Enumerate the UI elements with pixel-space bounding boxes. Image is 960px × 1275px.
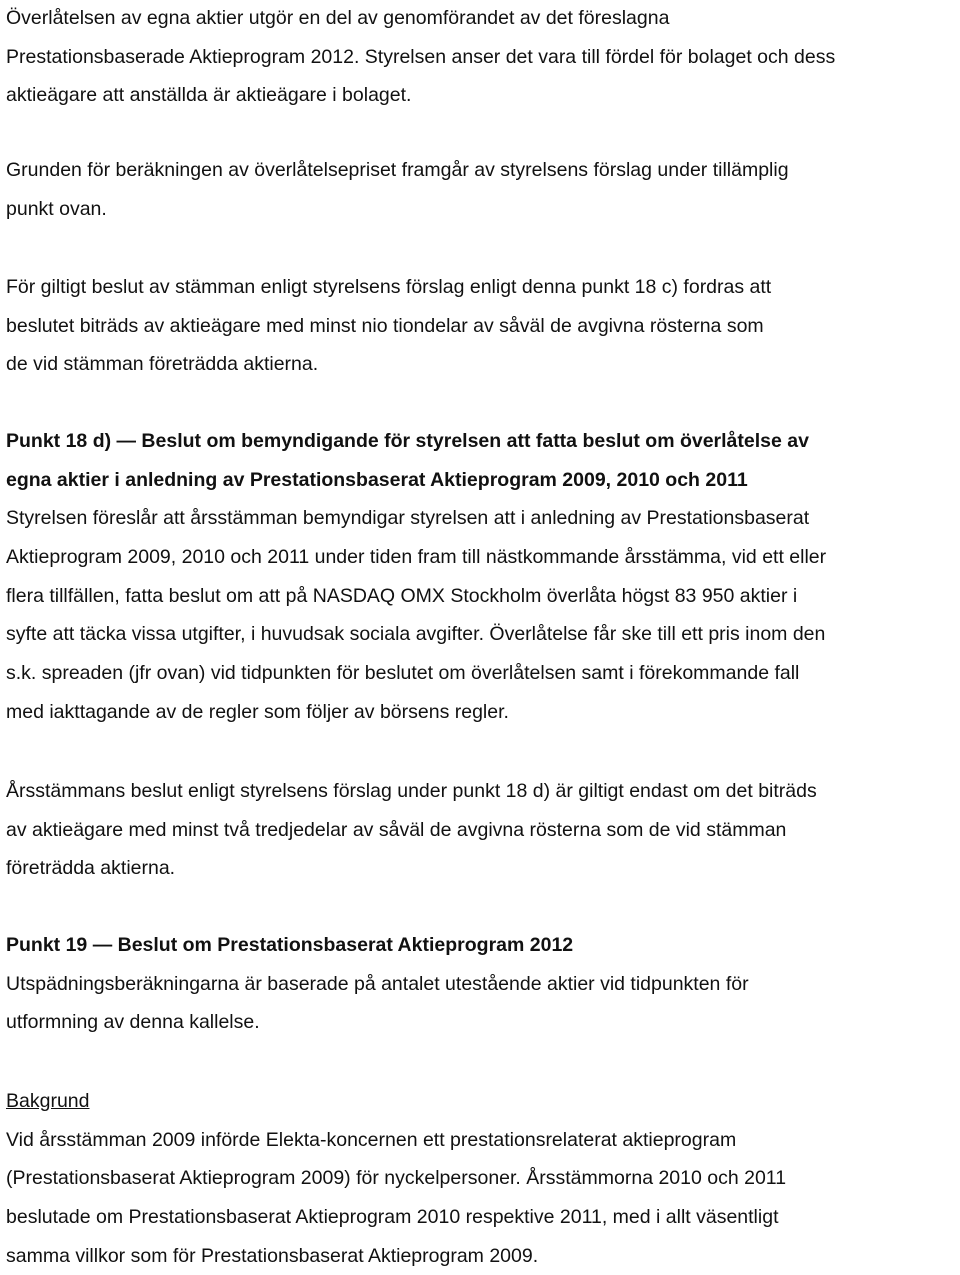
text-line: syfte att täcka vissa utgifter, i huvudsak sociala avgifter. Överlåtelse får ske till ett pris inom den: [6, 623, 826, 646]
text-line: (Prestationsbaserat Aktieprogram 2009) för nyckelpersoner. Årsstämmorna 2010 och 2011: [6, 1167, 787, 1190]
section-heading: Punkt 18 d) — Beslut om bemyndigande för styrelsen att fatta beslut om överlåtelse av: [6, 430, 809, 452]
text-line: Prestationsbaserade Aktieprogram 2012. Styrelsen anser det vara till fördel för bolaget och dess: [6, 45, 836, 68]
text-line: Årsstämmans beslut enligt styrelsens förslag under punkt 18 d) är giltigt endast om det biträds: [6, 780, 817, 802]
section-punkt-18d: [6, 422, 958, 732]
text-line: beslutet biträds av aktieägare med minst nio tiondelar av såväl de avgivna rösterna som: [6, 314, 764, 337]
paragraph-price-basis: [6, 151, 958, 228]
text-line: Överlåtelsen av egna aktier utgör en del av genomförandet av det föreslagna: [6, 7, 670, 29]
text-line: s.k. spreaden (jfr ovan) vid tidpunkten för beslutet om överlåtelsen samt i förekommande fall: [6, 662, 800, 685]
text-line: samma villkor som för Prestationsbaserat Aktieprogram 2009.: [6, 1244, 539, 1267]
text-line: Utspädningsberäkningarna är baserade på antalet utestående aktier vid tidpunkten för: [6, 972, 749, 995]
section-punkt-19: [6, 926, 958, 1042]
text-line: utformning av denna kallelse.: [6, 1011, 260, 1034]
text-line: av aktieägare med minst två tredjedelar av såväl de avgivna rösterna som de vid stämman: [6, 818, 787, 841]
section-heading: Punkt 19 — Beslut om Prestationsbaserat Aktieprogram 2012: [6, 934, 574, 956]
section-bakgrund: [6, 1082, 958, 1275]
text-line: Aktieprogram 2009, 2010 och 2011 under tiden fram till nästkommande årsstämma, vid ett eller: [6, 546, 827, 569]
paragraph-valid-decision-18c: [6, 268, 958, 384]
text-line: flera tillfällen, fatta beslut om att på NASDAQ OMX Stockholm överlåta högst 83 950 aktier i: [6, 584, 798, 607]
text-line: med iakttagande av de regler som följer av börsens regler.: [6, 700, 509, 723]
text-line: punkt ovan.: [6, 197, 107, 220]
paragraph-share-transfer: [6, 0, 958, 115]
subsection-heading: Bakgrund: [6, 1090, 90, 1112]
text-line: Vid årsstämman 2009 införde Elekta-koncernen ett prestationsrelaterat aktieprogram: [6, 1128, 737, 1151]
text-line: företrädda aktierna.: [6, 857, 176, 880]
paragraph-valid-decision-18d: [6, 772, 958, 888]
text-line: Styrelsen föreslår att årsstämman bemyndigar styrelsen att i anledning av Prestationsbaserat: [6, 507, 810, 530]
text-line: aktieägare att anställda är aktieägare i bolaget.: [6, 84, 412, 107]
text-line: beslutade om Prestationsbaserat Aktieprogram 2010 respektive 2011, med i allt väsentligt: [6, 1206, 779, 1229]
text-line: Grunden för beräkningen av överlåtelsepriset framgår av styrelsens förslag under tillämplig: [6, 159, 789, 181]
text-line: de vid stämman företrädda aktierna.: [6, 353, 319, 376]
section-heading: egna aktier i anledning av Prestationsbaserat Aktieprogram 2009, 2010 och 2011: [6, 468, 748, 491]
text-line: För giltigt beslut av stämman enligt styrelsens förslag enligt denna punkt 18 c) fordras att: [6, 276, 772, 298]
